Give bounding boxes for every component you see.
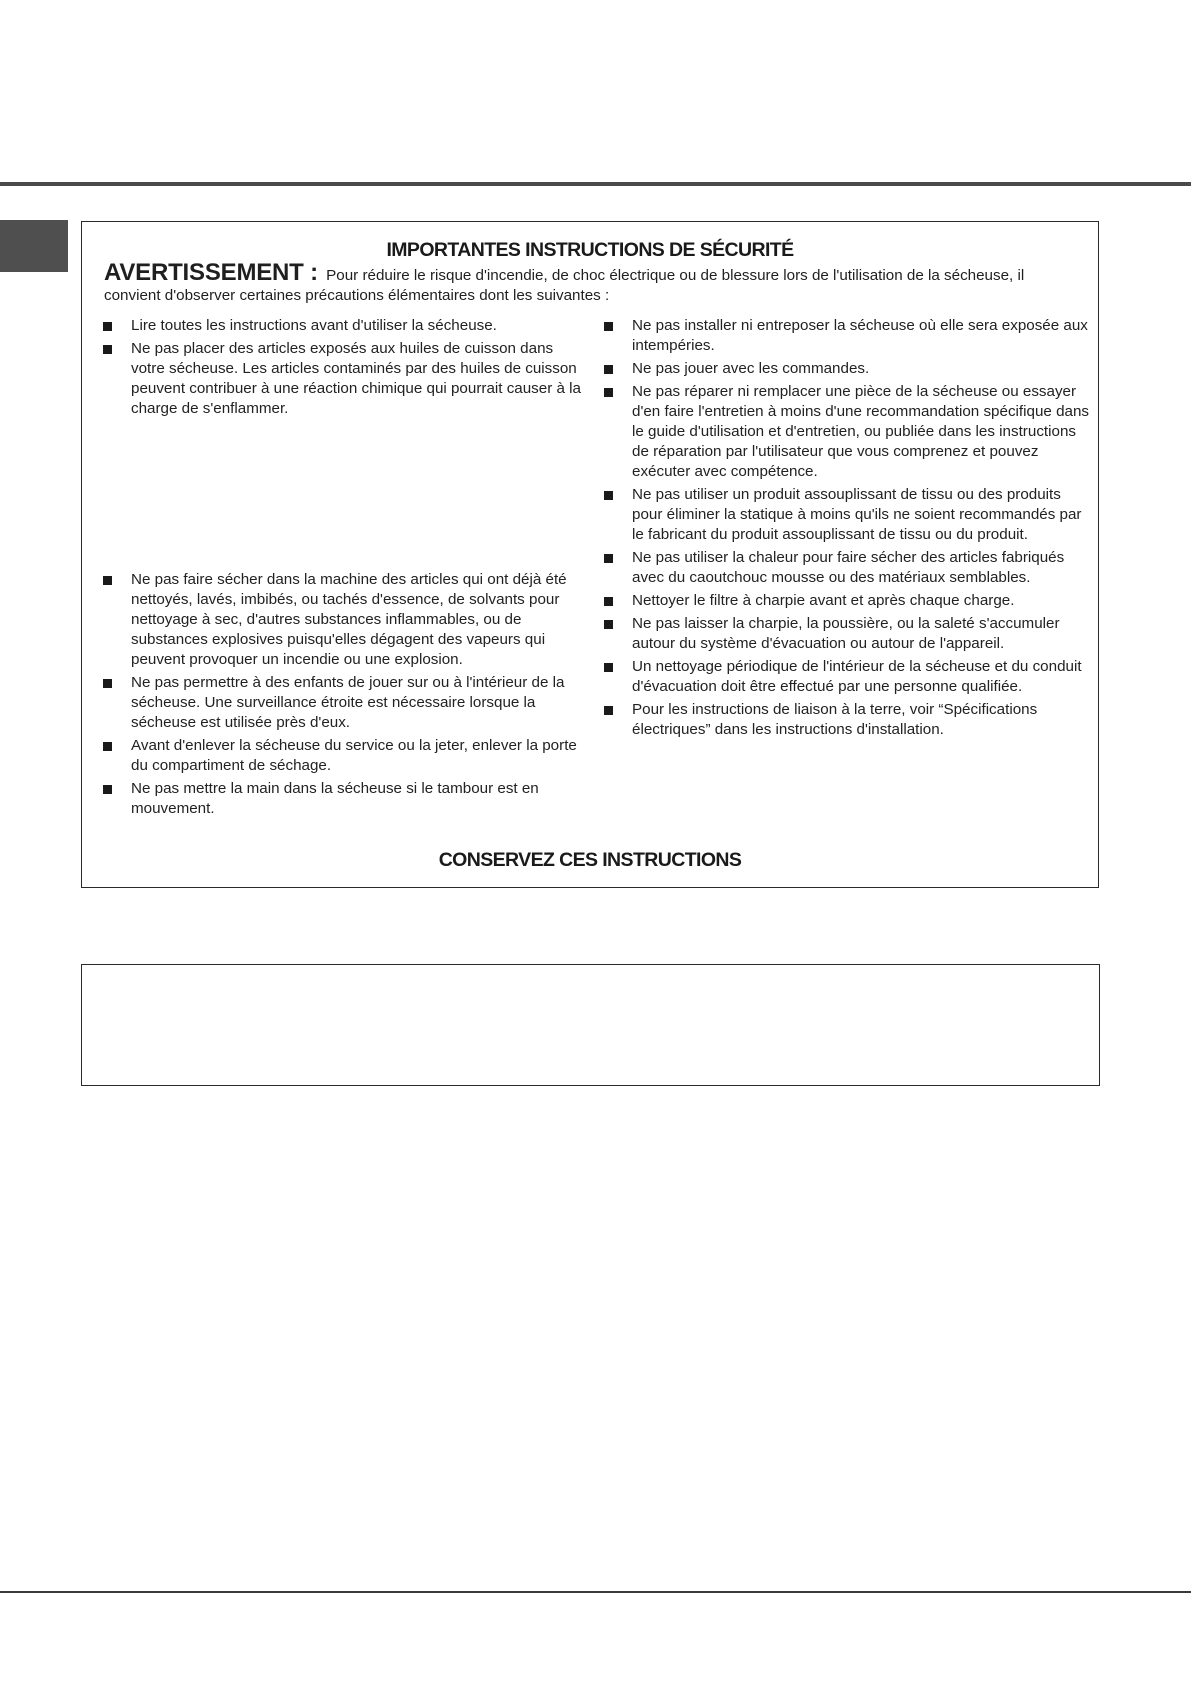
left-column-top [103, 316, 591, 419]
list-item: Ne pas installer ni entreposer la sécheuse où elle sera exposée aux intempéries. [604, 316, 1090, 356]
safety-title: IMPORTANTES INSTRUCTIONS DE SÉCURITÉ [386, 239, 794, 261]
bullet-square-icon [103, 576, 112, 585]
list-item: Ne pas jouer avec les commandes. [604, 359, 1090, 379]
list-item: Un nettoyage périodique de l'intérieur de la sécheuse et du conduit d'évacuation doit être effectué par une personne qualifiée. [604, 657, 1090, 697]
bullet-square-icon [604, 597, 613, 606]
save-instructions-footer: CONSERVEZ CES INSTRUCTIONS [438, 849, 742, 871]
list-item: Avant d'enlever la sécheuse du service ou la jeter, enlever la porte du compartiment de séchage. [103, 736, 591, 776]
bullet-square-icon [604, 706, 613, 715]
warning-text: Pour réduire le risque d'incendie, de choc électrique ou de blessure lors de l'utilisation de la sécheuse, il convient d'observer certaines précautions élémentaires dont les suivantes : [104, 267, 1025, 304]
list-item: Ne pas utiliser la chaleur pour faire sécher des articles fabriqués avec du caoutchouc mousse ou des matériaux semblables. [604, 548, 1090, 588]
bullet-square-icon [604, 491, 613, 500]
bullet-square-icon [604, 554, 613, 563]
list-item: Ne pas placer des articles exposés aux huiles de cuisson dans votre sécheuse. Les articles contaminés par des huiles de cuisson peuvent contribuer à une réaction chimique qui pourrait causer à la charge de s'enflammer. [103, 339, 591, 419]
list-item: Pour les instructions de liaison à la terre, voir “Spécifications électriques” dans les instructions d'installation. [604, 700, 1090, 740]
bullet-square-icon [103, 345, 112, 354]
bullet-square-icon [604, 388, 613, 397]
warning-paragraph [104, 259, 1064, 306]
bullet-square-icon [604, 663, 613, 672]
warning-label: AVERTISSEMENT : [104, 259, 318, 286]
top-rule [0, 182, 1191, 186]
list-item: Ne pas réparer ni remplacer une pièce de la sécheuse ou essayer d'en faire l'entretien à moins d'une recommandation spécifique dans le guide d'utilisation et d'entretien, ou publiée dans les instructions de réparation par l'utilisateur que vous comprenez et pouvez exécuter avec compétence. [604, 382, 1090, 482]
list-item: Ne pas permettre à des enfants de jouer sur ou à l'intérieur de la sécheuse. Une surveillance étroite est nécessaire lorsque la sécheuse est utilisée près d'eux. [103, 673, 591, 733]
bullet-square-icon [103, 742, 112, 751]
list-item: Nettoyer le filtre à charpie avant et après chaque charge. [604, 591, 1090, 611]
bullet-square-icon [604, 322, 613, 331]
bullet-square-icon [604, 365, 613, 374]
right-column [604, 316, 1090, 740]
list-item: Ne pas utiliser un produit assouplissant de tissu ou des produits pour éliminer la statique à moins qu'ils ne soient recommandés par le fabricant du produit assouplissant de tissu ou du produit. [604, 485, 1090, 545]
bullet-square-icon [103, 322, 112, 331]
section-tab-marker [0, 220, 68, 272]
list-item: Ne pas mettre la main dans la sécheuse si le tambour est en mouvement. [103, 779, 591, 819]
bullet-square-icon [604, 620, 613, 629]
list-item: Ne pas laisser la charpie, la poussière, ou la saleté s'accumuler autour du système d'évacuation ou autour de l'appareil. [604, 614, 1090, 654]
list-item: Lire toutes les instructions avant d'utiliser la sécheuse. [103, 316, 591, 336]
bottom-rule [0, 1591, 1191, 1593]
list-item: Ne pas faire sécher dans la machine des articles qui ont déjà été nettoyés, lavés, imbibés, ou tachés d'essence, de solvants pour nettoyage à sec, d'autres substances inflammables, ou de substances explosives puisqu'elles dégagent des vapeurs qui peuvent provoquer un incendie ou une explosion. [103, 570, 591, 670]
bullet-square-icon [103, 785, 112, 794]
left-column-bottom [103, 570, 591, 819]
empty-notice-box [81, 964, 1100, 1086]
bullet-square-icon [103, 679, 112, 688]
safety-instructions-box [81, 221, 1099, 888]
